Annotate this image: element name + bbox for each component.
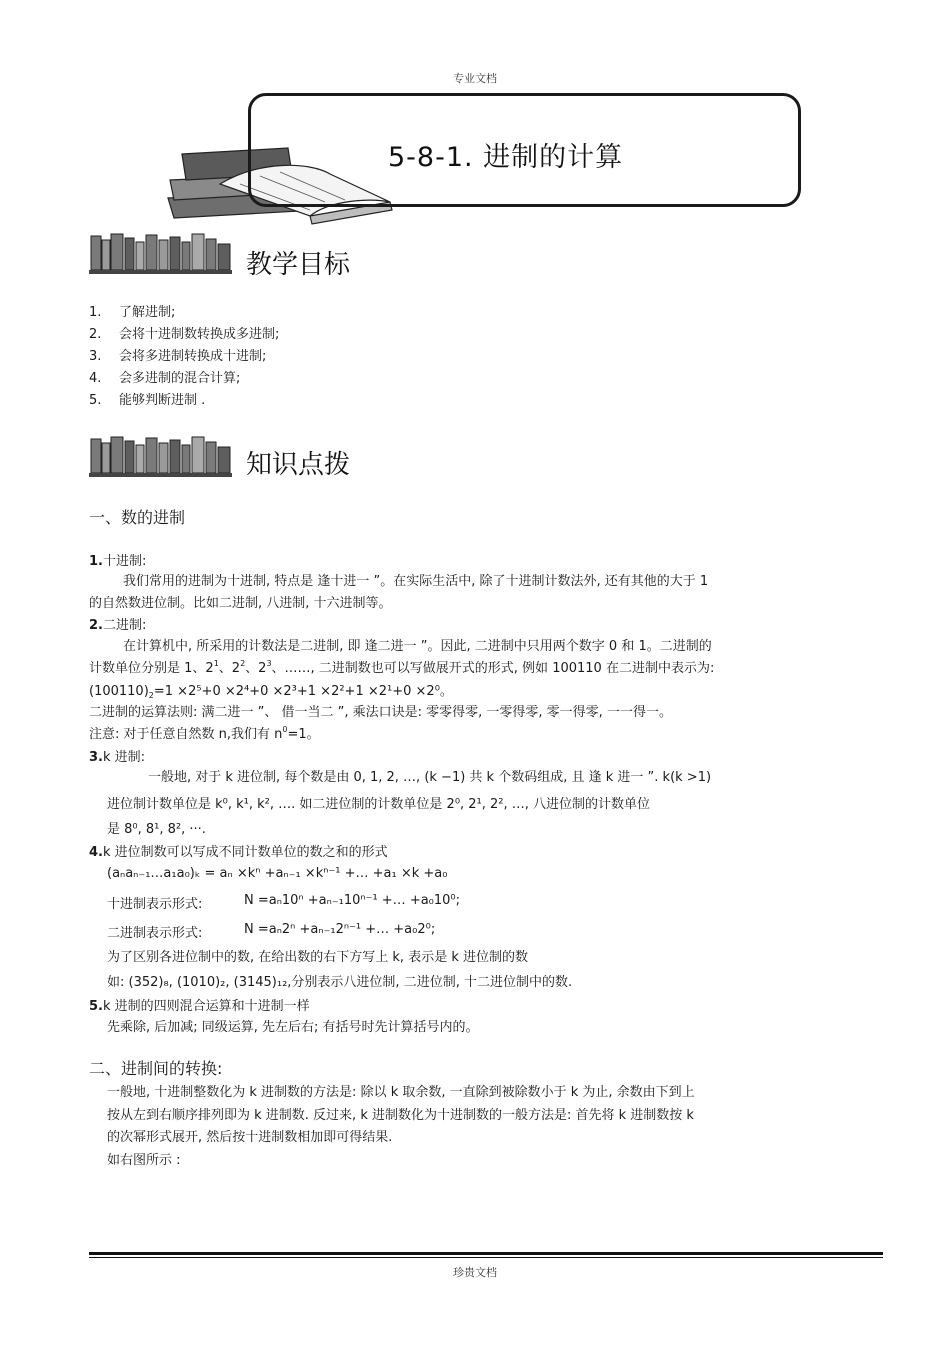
list-item: 4. 会多进制的混合计算; <box>89 371 241 386</box>
paragraph-line: 如: (352)₈, (1010)₂, (3145)₁₂,分别表示八进位制, 二进位制, 十二进位制中的数. <box>107 975 573 990</box>
paragraph-line: 先乘除, 后加减; 同级运算, 先左后右; 有括号时先计算括号内的。 <box>107 1020 479 1035</box>
list-item: 3. 会将多进制转换成十进制; <box>89 349 267 364</box>
section-title-objectives: 教学目标 <box>246 250 351 280</box>
formula-line: N =aₙ10ⁿ +aₙ₋₁10ⁿ⁻¹ +… +a₀10⁰; <box>244 893 461 908</box>
item-heading: 2.二进制: <box>89 618 147 633</box>
paragraph-line: 一般地, 对于 k 进位制, 每个数是由 0, 1, 2, …, (k −1) 共 k 个数码组成, 且 逢 k 进一 ”. k(k >1) <box>148 770 712 785</box>
paragraph-line: 我们常用的进制为十进制, 特点是 逢十进一 ”。在实际生活中, 除了十进制计数法外, 还有其他的大于 1 <box>123 574 709 589</box>
formula-label: 十进制表示形式: <box>107 897 203 912</box>
paragraph-line: 注意: 对于任意自然数 n,我们有 $n^0=1$。 <box>89 725 320 742</box>
page-header: 专业文档 <box>453 72 497 85</box>
part-heading: 二、进制间的转换: <box>89 1059 223 1078</box>
section-title-knowledge: 知识点拨 <box>246 450 351 480</box>
paragraph-line: 一般地, 十进制整数化为 k 进制数的方法是: 除以 k 取余数, 一直除到被除数小于 k 为止, 余数由下到上 <box>107 1085 695 1100</box>
objectives-list <box>89 302 279 412</box>
paragraph-line: 的次幂形式展开, 然后按十进制数相加即可得结果. <box>107 1130 393 1145</box>
paragraph-line: 如右图所示 : <box>107 1153 181 1168</box>
list-item: 5. 能够判断进制 . <box>89 393 206 408</box>
document-title: 5-8-1. 进制的计算 <box>388 142 624 173</box>
paragraph-line: 在计算机中, 所采用的计数法是二进制, 即 逢二进一 ”。因此, 二进制中只用两个数字 0 和 1。二进制的 <box>123 639 712 654</box>
formula-label: 二进制表示形式: <box>107 926 203 941</box>
page-footer: 珍贵文档 <box>453 1266 497 1279</box>
paragraph-line: 为了区别各进位制中的数, 在给出数的右下方写上 k, 表示是 k 进位制的数 <box>107 950 528 965</box>
formula-line: (aₙaₙ₋₁…a₁a₀)ₖ = aₙ ×kⁿ +aₙ₋₁ ×kⁿ⁻¹ +… +a₁ ×k +a₀ <box>107 866 448 881</box>
list-item: 2. 会将十进制数转换成多进制; <box>89 327 280 342</box>
item-heading: 4.k 进位制数可以写成不同计数单位的数之和的形式 <box>89 845 388 860</box>
item-heading: 1.十进制: <box>89 554 147 569</box>
item-heading: 3.k 进制: <box>89 750 146 765</box>
footer-rule <box>89 1257 883 1258</box>
item-heading: 5.k 进制的四则混合运算和十进制一样 <box>89 999 310 1014</box>
formula-line: N =aₙ2ⁿ +aₙ₋₁2ⁿ⁻¹ +… +a₀2⁰; <box>244 922 436 937</box>
paragraph-line: 按从左到右顺序排列即为 k 进制数. 反过来, k 进制数化为十进制数的一般方法是: 首先将 k 进制数按 k <box>107 1108 694 1123</box>
paragraph-line: 计数单位分别是 1、$2^1$、$2^2$、$2^3$、……, 二进制数也可以写做展开式的形式, 例如 100110 在二进制中表示为: <box>89 659 715 676</box>
paragraph-line: 是 8⁰, 8¹, 8², ···. <box>107 822 206 837</box>
part-heading: 一、数的进制 <box>89 508 186 527</box>
list-item: 1. 了解进制; <box>89 305 176 320</box>
paragraph-line: 二进制的运算法则: 满二进一 ”、 借一当二 ”, 乘法口诀是: 零零得零, 一零得零, 零一得零, 一一得一。 <box>89 705 672 720</box>
paragraph-line: 的自然数进位制。比如二进制, 八进制, 十六进制等。 <box>89 596 392 611</box>
formula-line: $(100110)_2=1 \times 2^5+0 \times 2^4+0 \times 2^3+1 \times 2^2+1 \times 2^1+0 \times 2^0$。 <box>89 684 453 700</box>
bookshelf-icon <box>89 433 234 479</box>
footer-rule <box>89 1252 883 1255</box>
bookshelf-icon <box>89 230 234 276</box>
paragraph-line: 进位制计数单位是 k⁰, k¹, k², …. 如二进位制的计数单位是 2⁰, 2¹, 2², …, 八进位制的计数单位 <box>107 797 651 812</box>
